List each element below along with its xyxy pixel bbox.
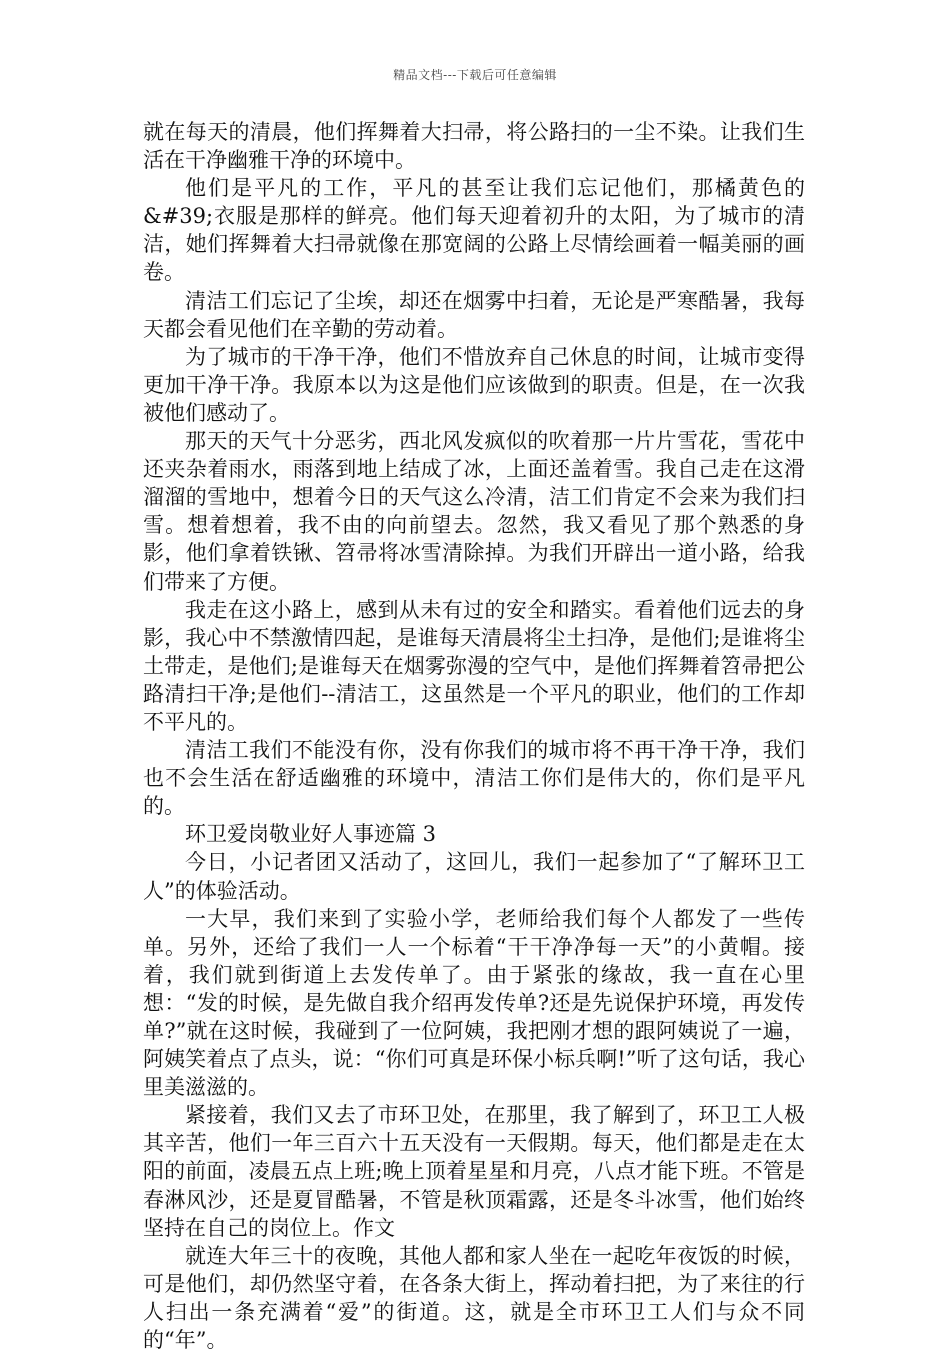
paragraph-6: 我走在这小路上，感到从未有过的安全和踏实。看着他们远去的身影，我心中不禁激情四起，是谁每天清晨将尘土扫净，是他们;是谁将尘土带走，是他们;是谁每天在烟雾弥漫的空气中，是他们挥舞着笤帚把公路清扫干净;是他们--清洁工，这虽然是一个平凡的职业，他们的工作却不平凡的。: [143, 597, 805, 734]
paragraph-11: 就连大年三十的夜晚，其他人都和家人坐在一起吃年夜饭的时候，可是他们，却仍然坚守着，在各条大街上，挥动着扫把，为了来往的行人扫出一条充满着“爱”的街道。这，就是全市环卫工人们与众不同的“年”。: [143, 1243, 805, 1353]
paragraph-4: 为了城市的干净干净，他们不惜放弃自己休息的时间，让城市变得更加干净干净。我原本以为这是他们应该做到的职责。但是，在一次我被他们感动了。: [143, 344, 805, 425]
paragraph-10: 紧接着，我们又去了市环卫处，在那里，我了解到了，环卫工人极其辛苦，他们一年三百六十五天没有一天假期。每天，他们都是走在太阳的前面，凌晨五点上班;晚上顶着星星和月亮，八点才能下班。不管是春淋风沙，还是夏冒酷暑，不管是秋顶霜露，还是冬斗冰雪，他们始终坚持在自己的岗位上。作文: [143, 1103, 805, 1240]
section-heading: 环卫爱岗敬业好人事迹篇 3: [185, 822, 437, 847]
page-header: 精品文档---下载后可任意编辑: [393, 68, 557, 82]
paragraph-1: 就在每天的清晨，他们挥舞着大扫帚，将公路扫的一尘不染。让我们生活在干净幽雅干净的环境中。: [143, 120, 805, 173]
paragraph-9: 一大早，我们来到了实验小学，老师给我们每个人都发了一些传单。另外，还给了我们一人一个标着“干干净净每一天”的小黄帽。接着，我们就到街道上去发传单了。由于紧张的缘故，我一直在心里想：“发的时候，是先做自我介绍再发传单?还是先说保护环境，再发传单?”就在这时候，我碰到了一位阿姨，我把刚才想的跟阿姨说了一遍，阿姨笑着点了点头，说：“你们可真是环保小标兵啊!”听了这句话，我心里美滋滋的。: [143, 906, 805, 1100]
paragraph-8: 今日，小记者团又活动了，这回儿，我们一起参加了“了解环卫工人”的体验活动。: [143, 850, 805, 903]
paragraph-2: 他们是平凡的工作，平凡的甚至让我们忘记他们，那橘黄色的&#39;衣服是那样的鲜亮。他们每天迎着初升的太阳，为了城市的清洁，她们挥舞着大扫帚就像在那宽阔的公路上尽情绘画着一幅美丽的画卷。: [143, 176, 805, 285]
paragraph-3: 清洁工们忘记了尘埃，却还在烟雾中扫着，无论是严寒酷暑，我每天都会看见他们在辛勤的劳动着。: [143, 288, 805, 341]
document-body: [143, 118, 805, 1354]
paragraph-7: 清洁工我们不能没有你，没有你我们的城市将不再干净干净，我们也不会生活在舒适幽雅的环境中，清洁工你们是伟大的，你们是平凡的。: [143, 738, 805, 819]
paragraph-5: 那天的天气十分恶劣，西北风发疯似的吹着那一片片雪花，雪花中还夹杂着雨水，雨落到地上结成了冰，上面还盖着雪。我自己走在这滑溜溜的雪地中，想着今日的天气这么冷清，洁工们肯定不会来为我们扫雪。想着想着，我不由的向前望去。忽然，我又看见了那个熟悉的身影，他们拿着铁锹、笤帚将冰雪清除掉。为我们开辟出一道小路，给我们带来了方便。: [143, 429, 805, 594]
